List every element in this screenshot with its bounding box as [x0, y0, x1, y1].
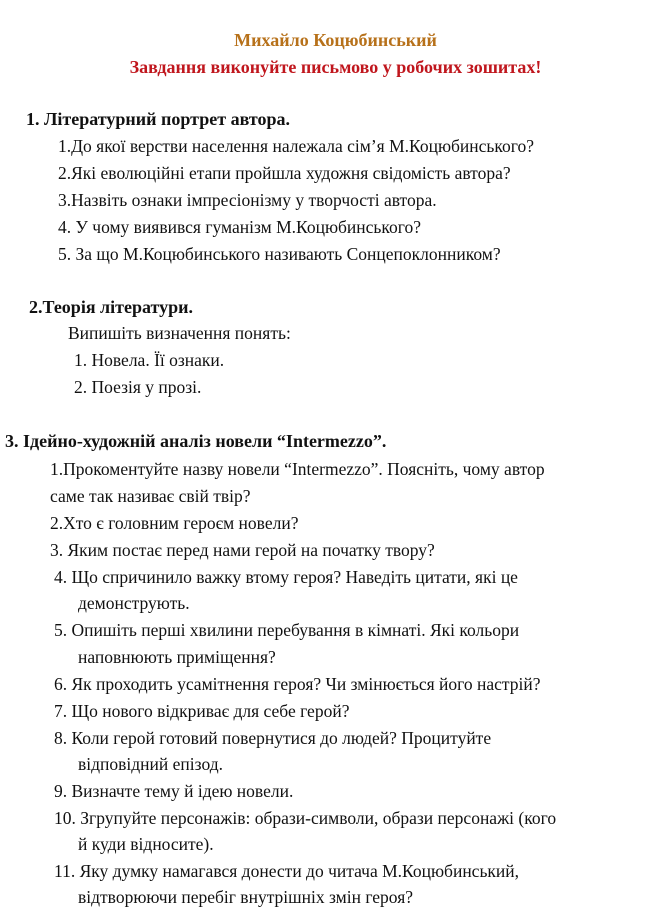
- section-2-item: 1. Новела. Її ознаки.: [74, 350, 225, 370]
- section-3-line: 7. Що нового відкриває для себе герой?: [54, 701, 350, 721]
- section-3-line: саме так називає свій твір?: [50, 486, 251, 506]
- section-1-item: 2.Які еволюційні етапи пройшла художня свідомість автора?: [58, 163, 511, 183]
- section-3-line: 8. Коли герой готовий повернутися до людей? Процитуйте: [54, 728, 492, 748]
- author-title: Михайло Коцюбинський: [234, 30, 437, 50]
- section-2-intro: Випишіть визначення понять:: [68, 323, 291, 343]
- section-3-line: й куди відносите).: [78, 834, 214, 854]
- section-3-line: 11. Яку думку намагався донести до читача М.Коцюбинський,: [54, 861, 520, 881]
- section-2-title: 2.Теорія літератури.: [29, 297, 194, 317]
- section-3-line: відповідний епізод.: [78, 754, 223, 774]
- section-3-line: 6. Як проходить усамітнення героя? Чи змінюється його настрій?: [54, 674, 541, 694]
- section-3-title: 3. Ідейно-художній аналіз новели “Intermezzo”.: [5, 431, 387, 451]
- section-3-line: 4. Що спричинило важку втому героя? Наведіть цитати, які це: [54, 567, 518, 587]
- section-3-line: 2.Хто є головним героєм новели?: [50, 513, 299, 533]
- section-3-line: відтворюючи перебіг внутрішніх змін героя?: [78, 887, 414, 907]
- instruction-line: Завдання виконуйте письмово у робочих зошитах!: [129, 57, 542, 77]
- section-3-line: наповнюють приміщення?: [78, 647, 276, 667]
- section-1-item: 5. За що М.Коцюбинського називають Сонцепоклонником?: [58, 244, 501, 264]
- section-3-line: 1.Прокоментуйте назву новели “Intermezzo”. Поясніть, чому автор: [50, 459, 545, 479]
- section-3-line: 3. Яким постає перед нами герой на початку твору?: [50, 540, 435, 560]
- section-1-item: 1.До якої верстви населення належала сім’я М.Коцюбинського?: [58, 136, 535, 156]
- section-3-line: 5. Опишіть перші хвилини перебування в кімнаті. Які кольори: [54, 620, 520, 640]
- section-3-line: демонструють.: [78, 593, 190, 613]
- section-2-item: 2. Поезія у прозі.: [74, 377, 202, 397]
- section-3-line: 9. Визначте тему й ідею новели.: [54, 781, 294, 801]
- section-1-item: 3.Назвіть ознаки імпресіонізму у творчості автора.: [58, 190, 437, 210]
- section-3-line: 10. Згрупуйте персонажів: образи-символи, образи персонажі (кого: [54, 808, 557, 828]
- section-1-title: 1. Літературний портрет автора.: [26, 109, 290, 129]
- section-1-item: 4. У чому виявився гуманізм М.Коцюбинського?: [58, 217, 422, 237]
